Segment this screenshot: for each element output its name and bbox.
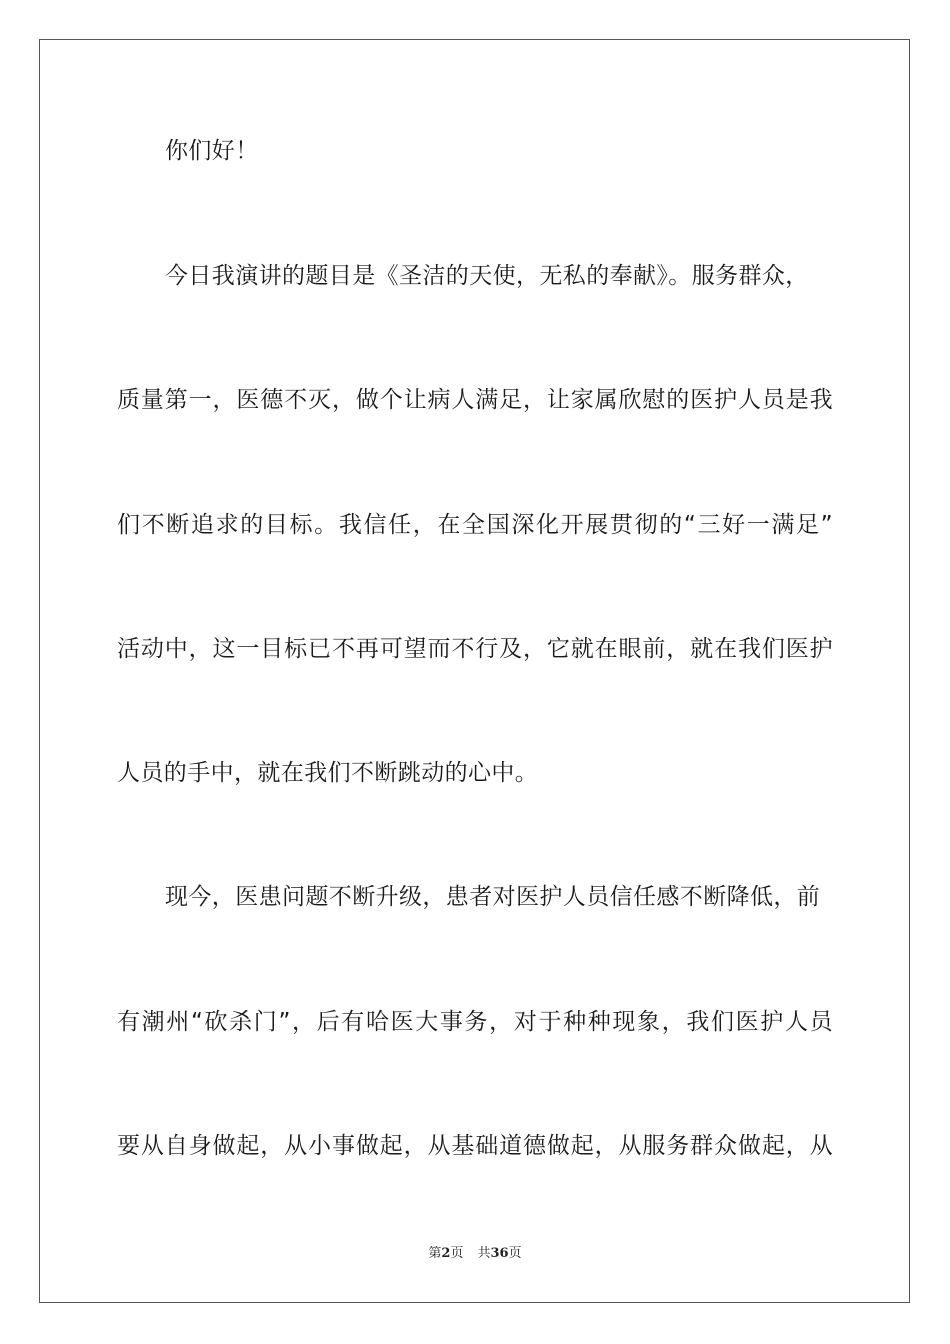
body-line-2: 今日我演讲的题目是《圣洁的天使，无私的奉献》。服务群众，: [165, 263, 809, 289]
page-prefix: 第: [428, 1246, 442, 1261]
total-pages: 36: [490, 1246, 509, 1261]
page-footer: [0, 1245, 950, 1263]
page-border: [39, 39, 910, 1303]
body-line-6: 人员的手中，就在我们不断跳动的心中。: [117, 760, 539, 786]
page-suffix: 页: [450, 1246, 464, 1261]
total-prefix: 共: [477, 1246, 491, 1261]
body-line-3: 质量第一，医德不灭，做个让病人满足，让家属欣慰的医护人员是我: [117, 387, 833, 413]
total-suffix: 页: [508, 1246, 522, 1261]
page-number: 2: [441, 1246, 451, 1261]
body-line-greeting: 你们好！: [165, 138, 259, 164]
body-line-8: 有潮州“砍杀门”，后有哈医大事务，对于种种现象，我们医护人员: [117, 1009, 833, 1035]
body-line-5: 活动中，这一目标已不再可望而不行及，它就在眼前，就在我们医护: [117, 636, 833, 662]
body-line-9: 要从自身做起，从小事做起，从基础道德做起，从服务群众做起，从: [117, 1133, 833, 1159]
body-line-4: 们不断追求的目标。我信任，在全国深化开展贯彻的“三好一满足”: [117, 512, 833, 538]
body-line-7: 现今，医患问题不断升级，患者对医护人员信任感不断降低，前: [165, 884, 821, 910]
